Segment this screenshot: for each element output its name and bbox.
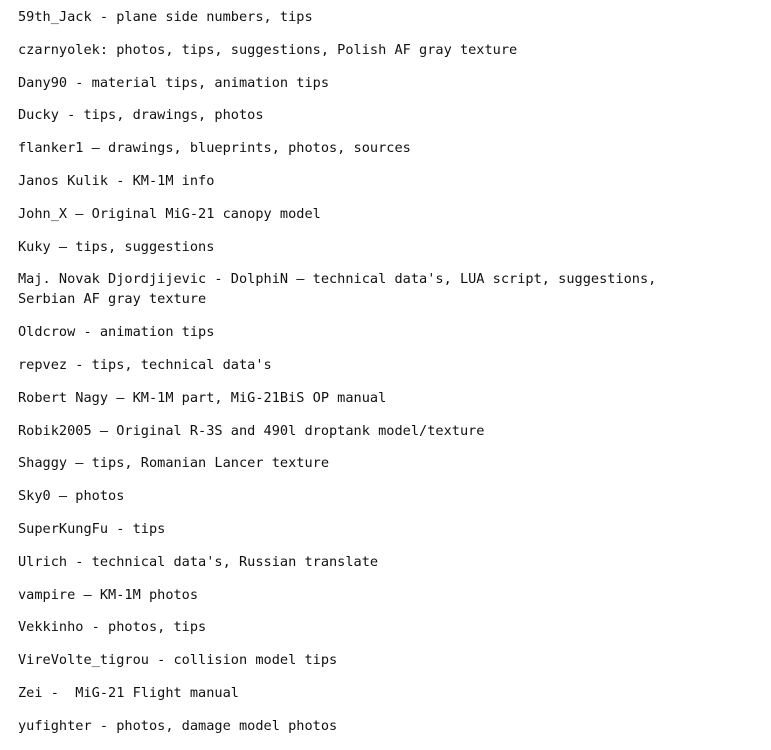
credit-line: SuperKungFu - tips <box>18 520 166 537</box>
credit-line: Sky0 – photos <box>18 488 125 505</box>
credit-line: Janos Kulik - KM-1M info <box>18 172 215 189</box>
credit-line: VireVolte_tigrou - collision model tips <box>18 652 338 669</box>
credit-line: Zei - MiG-21 Flight manual <box>18 684 239 701</box>
credit-line: Robik2005 – Original R-3S and 490l droptank model/texture <box>18 422 485 439</box>
credit-line: Kuky – tips, suggestions <box>18 238 215 255</box>
credit-line: Vekkinho - photos, tips <box>18 619 207 636</box>
credits-list <box>18 7 718 749</box>
credit-line: czarnyolek: photos, tips, suggestions, Polish AF gray texture <box>18 41 518 58</box>
credit-line: Shaggy – tips, Romanian Lancer texture <box>18 455 329 472</box>
credit-line: flanker1 – drawings, blueprints, photos, sources <box>18 140 411 157</box>
credit-line: yufighter - photos, damage model photos <box>18 717 338 734</box>
credit-line: Ulrich - technical data's, Russian translate <box>18 553 379 570</box>
credit-line: Oldcrow - animation tips <box>18 324 215 341</box>
credit-line: John_X – Original MiG-21 canopy model <box>18 205 321 222</box>
credit-line: Dany90 - material tips, animation tips <box>18 74 329 91</box>
credit-line: vampire – KM-1M photos <box>18 586 199 603</box>
credit-line: Maj. Novak Djordjijevic - DolphiN – technical data's, LUA script, suggestions, Serbian AF gray texture <box>18 271 665 308</box>
credit-line: Ducky - tips, drawings, photos <box>18 107 264 124</box>
credit-line: repvez - tips, technical data's <box>18 356 272 373</box>
credit-line: 59th_Jack - plane side numbers, tips <box>18 9 313 25</box>
credit-line: Robert Nagy – KM-1M part, MiG-21BiS OP manual <box>18 389 387 406</box>
